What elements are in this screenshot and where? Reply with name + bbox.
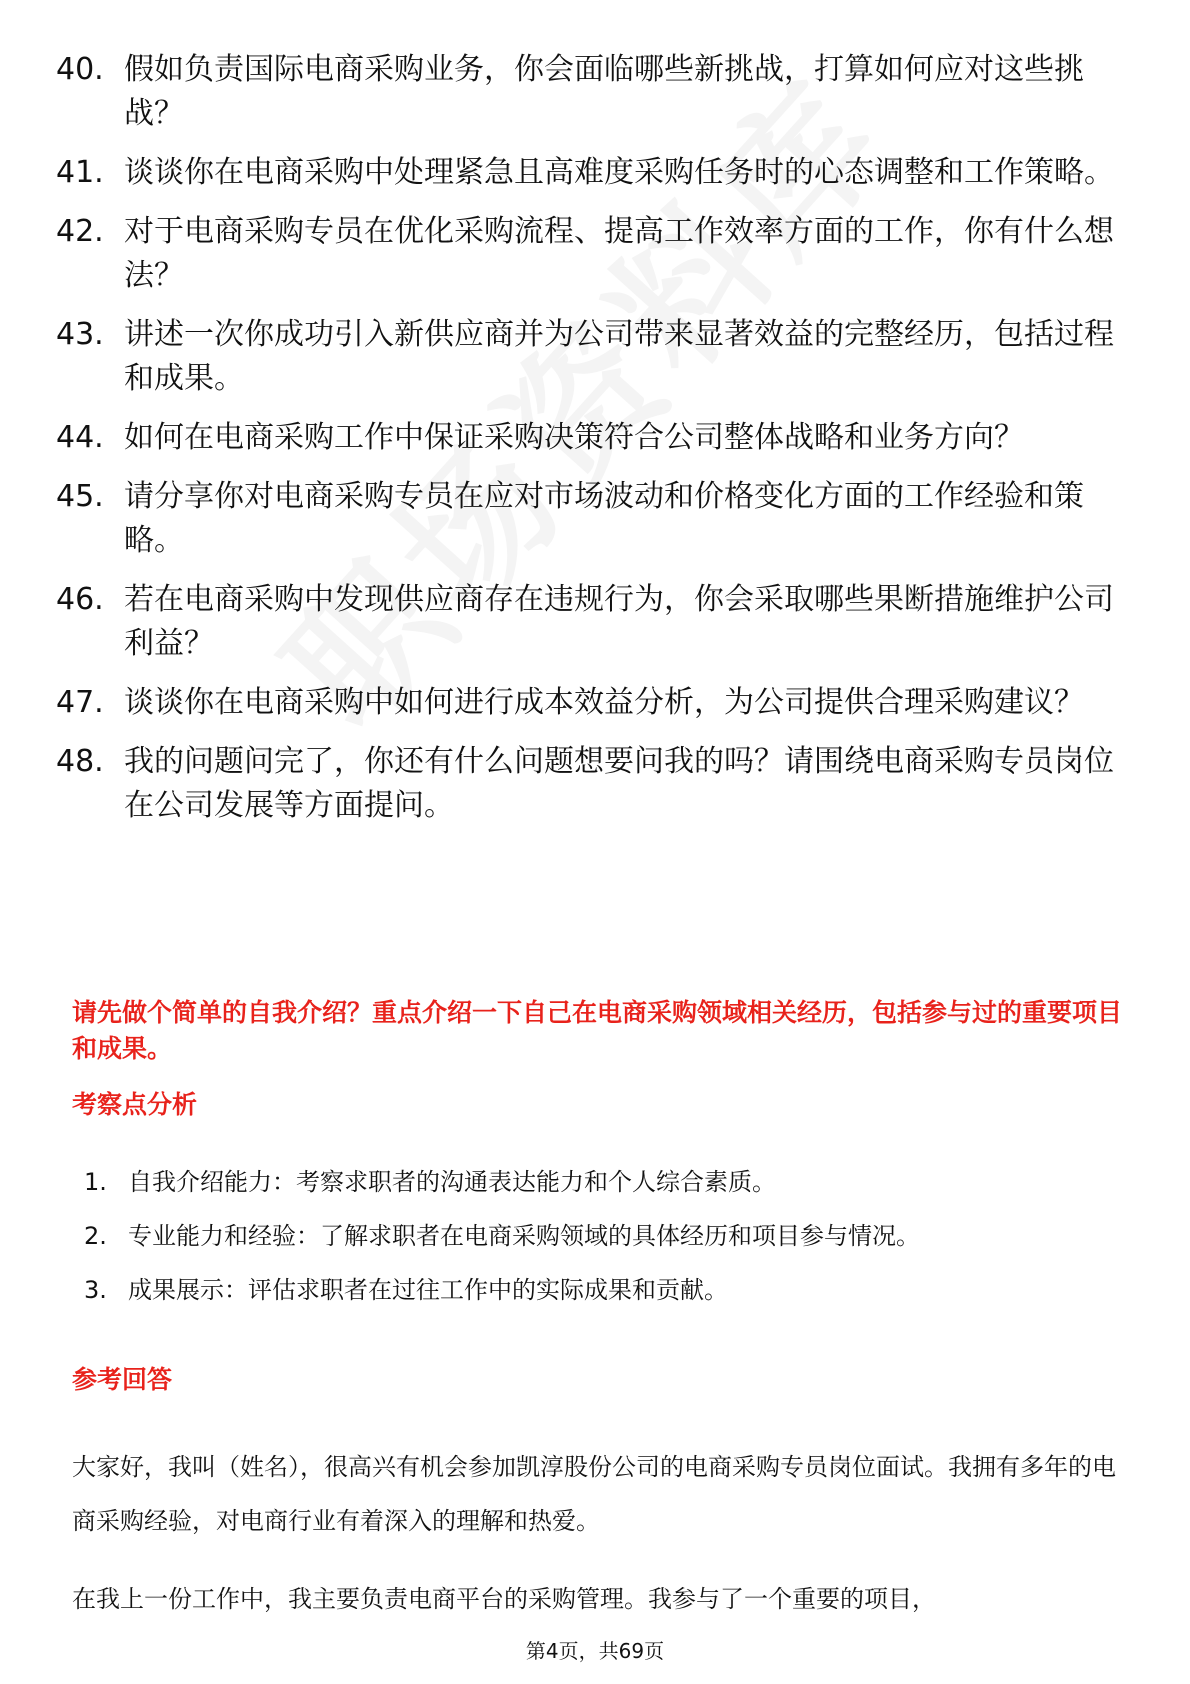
list-item: [56, 313, 1126, 401]
question-number: 43.: [56, 317, 104, 352]
question-text: 讲述一次你成功引入新供应商并为公司带来显著效益的完整经历，包括过程和成果。: [124, 317, 1114, 396]
question-text: 若在电商采购中发现供应商存在违规行为，你会采取哪些果断措施维护公司利益？: [124, 582, 1114, 661]
list-item: [56, 151, 1126, 195]
analysis-text: 成果展示：评估求职者在过往工作中的实际成果和贡献。: [128, 1276, 728, 1304]
list-item: [84, 1218, 1124, 1254]
question-text: 对于电商采购专员在优化采购流程、提高工作效率方面的工作，你有什么想法？: [124, 214, 1114, 293]
analysis-number: 1.: [84, 1168, 107, 1196]
question-number: 41.: [56, 155, 104, 190]
analysis-text: 专业能力和经验：了解求职者在电商采购领域的具体经历和项目参与情况。: [128, 1222, 920, 1250]
question-text: 如何在电商采购工作中保证采购决策符合公司整体战略和业务方向？: [124, 420, 1024, 455]
list-item: [84, 1164, 1124, 1200]
analysis-list: [84, 1164, 1124, 1326]
question-number: 48.: [56, 744, 104, 779]
list-item: [56, 740, 1126, 828]
analysis-text: 自我介绍能力：考察求职者的沟通表达能力和个人综合素质。: [128, 1168, 776, 1196]
question-number: 45.: [56, 479, 104, 514]
page-footer: 第4页，共69页: [525, 1639, 665, 1663]
answer-paragraph-2: 在我上一份工作中，我主要负责电商平台的采购管理。我参与了一个重要的项目，: [72, 1585, 936, 1613]
analysis-number: 3.: [84, 1276, 107, 1304]
question-text: 假如负责国际电商采购业务，你会面临哪些新挑战，打算如何应对这些挑战？: [124, 52, 1084, 131]
question-number: 40.: [56, 52, 104, 87]
question-number: 47.: [56, 685, 104, 720]
list-item: [56, 475, 1126, 563]
answer-heading: 参考回答: [72, 1365, 173, 1394]
question-number: 44.: [56, 420, 104, 455]
answer-paragraph-1: 大家好，我叫（姓名），很高兴有机会参加凯淳股份公司的电商采购专员岗位面试。我拥有多年的电商采购经验，对电商行业有着深入的理解和热爱。: [72, 1453, 1116, 1535]
list-item: [56, 681, 1126, 725]
analysis-heading: 考察点分析: [72, 1090, 198, 1119]
list-item: [56, 48, 1126, 136]
analysis-number: 2.: [84, 1222, 107, 1250]
question-list: [56, 48, 1126, 843]
question-text: 请分享你对电商采购专员在应对市场波动和价格变化方面的工作经验和策略。: [124, 479, 1084, 558]
question-text: 谈谈你在电商采购中如何进行成本效益分析，为公司提供合理采购建议？: [124, 685, 1084, 720]
question-text: 我的问题问完了，你还有什么问题想要问我的吗？请围绕电商采购专员岗位在公司发展等方面提问。: [124, 744, 1114, 823]
question-number: 42.: [56, 214, 104, 249]
question-text: 谈谈你在电商采购中处理紧急且高难度采购任务时的心态调整和工作策略。: [124, 155, 1114, 190]
question-number: 46.: [56, 582, 104, 617]
list-item: [56, 578, 1126, 666]
list-item: [84, 1272, 1124, 1308]
list-item: [56, 210, 1126, 298]
list-item: [56, 416, 1126, 460]
featured-question: 请先做个简单的自我介绍？重点介绍一下自己在电商采购领域相关经历，包括参与过的重要项目和成果。: [72, 998, 1123, 1063]
